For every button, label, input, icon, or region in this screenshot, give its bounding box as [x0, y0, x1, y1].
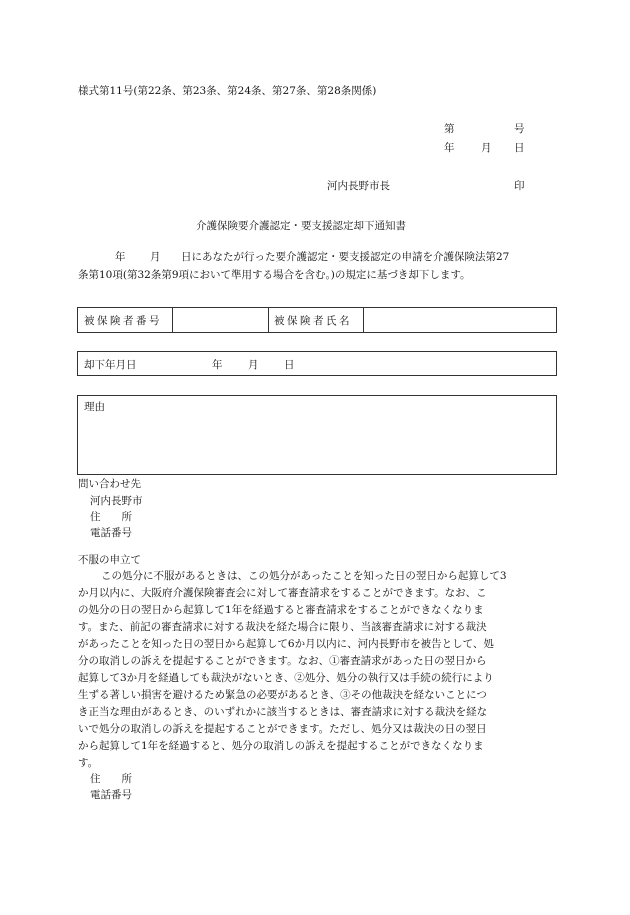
appeal-line: いで処分の取消しの訴えを提起することができます。ただし、処分又は裁決の日の翌日 [78, 723, 487, 735]
table-divider [268, 308, 269, 332]
appeal-heading: 不服の申立て [78, 554, 141, 566]
number-go: 号 [514, 123, 525, 135]
insured-number-label: 被保険者番号 [84, 315, 162, 327]
body-date-month: 月 [150, 251, 161, 263]
body-line-1: 日にあなたが行った要介護認定・要支援認定の申請を介護保険法第27 [181, 251, 510, 263]
appeal-line: き正当な理由があるとき、のいずれかに該当するときは、審査請求に対する裁決を経な [78, 706, 488, 718]
appeal-address-label: 住 所 [90, 773, 132, 785]
form-number: 様式第11号(第22条、第23条、第24条、第27条、第28条関係) [78, 85, 377, 97]
contact-phone-label: 電話番号 [90, 527, 132, 539]
date-month: 月 [481, 142, 492, 154]
appeal-line: す。また、前記の審査請求に対する裁決を経た場合に限り、当該審査請求に対する裁決 [78, 621, 487, 633]
table-divider [363, 308, 364, 332]
appeal-line: 起算して3か月を経過しても裁決がないとき、②処分、処分の執行又は手続の続行により [78, 672, 494, 684]
document-title: 介護保険要介護認定・要支援認定却下通知書 [196, 220, 406, 232]
appeal-line: の処分の日の翌日から起算して1年を経過すると審査請求をすることができなくなりま [78, 604, 484, 616]
contact-heading: 問い合わせ先 [78, 478, 141, 490]
rejection-date-row [77, 351, 557, 376]
appeal-line: 生ずる著しい損害を避けるため緊急の必要があるとき、③その他裁決を経ないことにつ [78, 689, 487, 701]
appeal-line: か月以内に、大阪府介護保険審査会に対して審査請求をすることができます。なお、こ [78, 587, 487, 599]
appeal-line: があったことを知った日の翌日から起算して6か月以内に、河内長野市を被告として、処 [78, 638, 494, 650]
table-divider [172, 308, 173, 332]
number-dai: 第 [444, 123, 455, 135]
appeal-phone-label: 電話番号 [90, 789, 132, 801]
rejection-date-label: 却下年月日 [84, 359, 137, 371]
appeal-line: す。 [78, 757, 99, 769]
reason-label: 理由 [84, 401, 105, 413]
insured-name-label: 被保険者氏名 [274, 315, 352, 327]
appeal-line: から起算して1年を経過すると、処分の取消しの訴えを提起することができなくなりま [78, 740, 484, 752]
seal-mark: 印 [514, 180, 525, 192]
rejection-year: 年 [212, 359, 223, 371]
body-date-year: 年 [115, 251, 126, 263]
date-year: 年 [444, 142, 455, 154]
rejection-month: 月 [248, 359, 259, 371]
appeal-line: 分の取消しの訴えを提起することができます。なお、①審査請求があった日の翌日から [78, 655, 487, 667]
appeal-line: この処分に不服があるときは、この処分があったことを知った日の翌日から起算して3 [101, 570, 507, 582]
rejection-day: 日 [284, 359, 295, 371]
insured-info-table [77, 307, 557, 333]
body-line-2: 条第10項(第32条第9項において準用する場合を含む。)の規定に基づき却下します。 [78, 269, 471, 281]
date-day: 日 [514, 142, 525, 154]
contact-org: 河内長野市 [90, 495, 143, 507]
reason-box [77, 395, 557, 475]
issuer-name: 河内長野市長 [327, 180, 390, 192]
contact-address-label: 住 所 [90, 511, 132, 523]
